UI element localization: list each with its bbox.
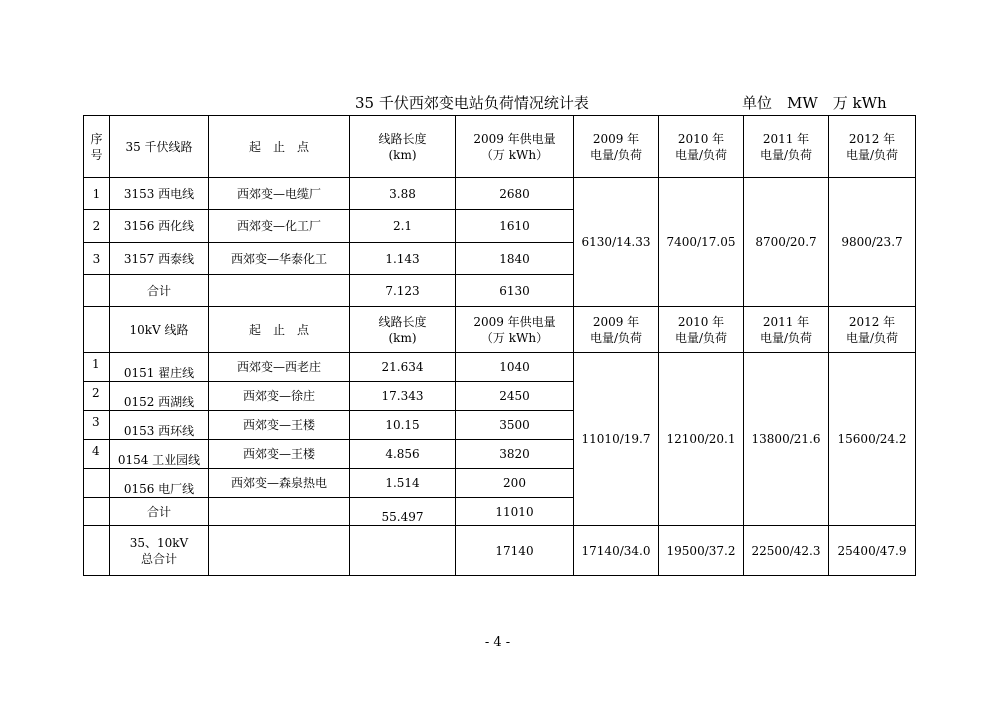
row-line: 0156 电厂线: [110, 469, 209, 498]
grand-2012: 25400/47.9: [829, 526, 916, 576]
header-range: 起 止 点: [209, 116, 350, 178]
total35-label: 合计: [110, 275, 209, 307]
total35-length: 7.123: [350, 275, 456, 307]
row-range: 西郊变—森泉热电: [209, 469, 350, 498]
row-length: 4.856: [350, 440, 456, 469]
row-no: 3: [84, 243, 110, 275]
total35-supply: 6130: [456, 275, 574, 307]
grand-supply: 17140: [456, 526, 574, 576]
forecast10-2011: 13800/21.6: [744, 353, 829, 526]
row-supply: 1840: [456, 243, 574, 275]
row-no: 4: [84, 440, 110, 469]
header10-2009: 2009 年 电量/负荷: [574, 307, 659, 353]
header-supply: 2009 年供电量 （万 kWh）: [456, 116, 574, 178]
row-supply: 1610: [456, 210, 574, 243]
header-10kv-line: 10kV 线路: [110, 307, 209, 353]
grand-2011: 22500/42.3: [744, 526, 829, 576]
row-range: 西郊变—化工厂: [209, 210, 350, 243]
grand-total-row: [84, 526, 916, 576]
header-row-10kv: [84, 307, 916, 353]
load-statistics-table: [83, 115, 916, 576]
row-line: 0152 西湖线: [110, 382, 209, 411]
total10-supply: 11010: [456, 498, 574, 526]
header-2010: 2010 年 电量/负荷: [659, 116, 744, 178]
grand-total-label: 35、10kV 总合计: [110, 526, 209, 576]
row-supply: 3820: [456, 440, 574, 469]
header-35kv-line: 35 千伏线路: [110, 116, 209, 178]
forecast35-2012: 9800/23.7: [829, 178, 916, 307]
header10-range: 起 止 点: [209, 307, 350, 353]
header10-length: 线路长度 (km): [350, 307, 456, 353]
row-range: 西郊变—西老庄: [209, 353, 350, 382]
forecast10-2010: 12100/20.1: [659, 353, 744, 526]
row-supply: 2680: [456, 178, 574, 210]
row-supply: 2450: [456, 382, 574, 411]
total10-length: 55.497: [350, 498, 456, 526]
row-range: 西郊变—电缆厂: [209, 178, 350, 210]
grand-2009: 17140/34.0: [574, 526, 659, 576]
header10-2010: 2010 年 电量/负荷: [659, 307, 744, 353]
page-number: - 4 -: [484, 635, 511, 650]
header-seq: 序号: [84, 116, 110, 178]
row-supply: 3500: [456, 411, 574, 440]
row-no: [84, 469, 110, 498]
header10-2011: 2011 年 电量/负荷: [744, 307, 829, 353]
row-line: 3157 西泰线: [110, 243, 209, 275]
header-2012: 2012 年 电量/负荷: [829, 116, 916, 178]
row-length: 1.143: [350, 243, 456, 275]
unit-label: 单位 MW 万 kWh: [742, 94, 887, 112]
row-no: 2: [84, 210, 110, 243]
row-range: 西郊变—徐庄: [209, 382, 350, 411]
row-range: 西郊变—华泰化工: [209, 243, 350, 275]
forecast35-2010: 7400/17.05: [659, 178, 744, 307]
row-length: 10.15: [350, 411, 456, 440]
row-line: 3153 西电线: [110, 178, 209, 210]
row-no: 1: [84, 353, 110, 382]
forecast35-2009: 6130/14.33: [574, 178, 659, 307]
row-supply: 200: [456, 469, 574, 498]
header-length: 线路长度 (km): [350, 116, 456, 178]
row-supply: 1040: [456, 353, 574, 382]
table-row: [84, 178, 916, 210]
forecast10-2009: 11010/19.7: [574, 353, 659, 526]
row-range: 西郊变—王楼: [209, 411, 350, 440]
grand-2010: 19500/37.2: [659, 526, 744, 576]
table-title: 35 千伏西郊变电站负荷情况统计表: [355, 94, 589, 112]
forecast10-2012: 15600/24.2: [829, 353, 916, 526]
row-no: 1: [84, 178, 110, 210]
row-line: 0151 翟庄线: [110, 353, 209, 382]
row-line: 0153 西环线: [110, 411, 209, 440]
row-length: 2.1: [350, 210, 456, 243]
row-length: 21.634: [350, 353, 456, 382]
header-2009: 2009 年 电量/负荷: [574, 116, 659, 178]
total10-label: 合计: [110, 498, 209, 526]
forecast35-2011: 8700/20.7: [744, 178, 829, 307]
row-line: 3156 西化线: [110, 210, 209, 243]
row-length: 17.343: [350, 382, 456, 411]
header10-2012: 2012 年 电量/负荷: [829, 307, 916, 353]
row-no: 3: [84, 411, 110, 440]
header10-supply: 2009 年供电量 （万 kWh）: [456, 307, 574, 353]
row-line: 0154 工业园线: [110, 440, 209, 469]
header-2011: 2011 年 电量/负荷: [744, 116, 829, 178]
row-length: 1.514: [350, 469, 456, 498]
row-range: 西郊变—王楼: [209, 440, 350, 469]
table-row: [84, 353, 916, 382]
header-row-35kv: [84, 116, 916, 178]
row-no: 2: [84, 382, 110, 411]
row-length: 3.88: [350, 178, 456, 210]
